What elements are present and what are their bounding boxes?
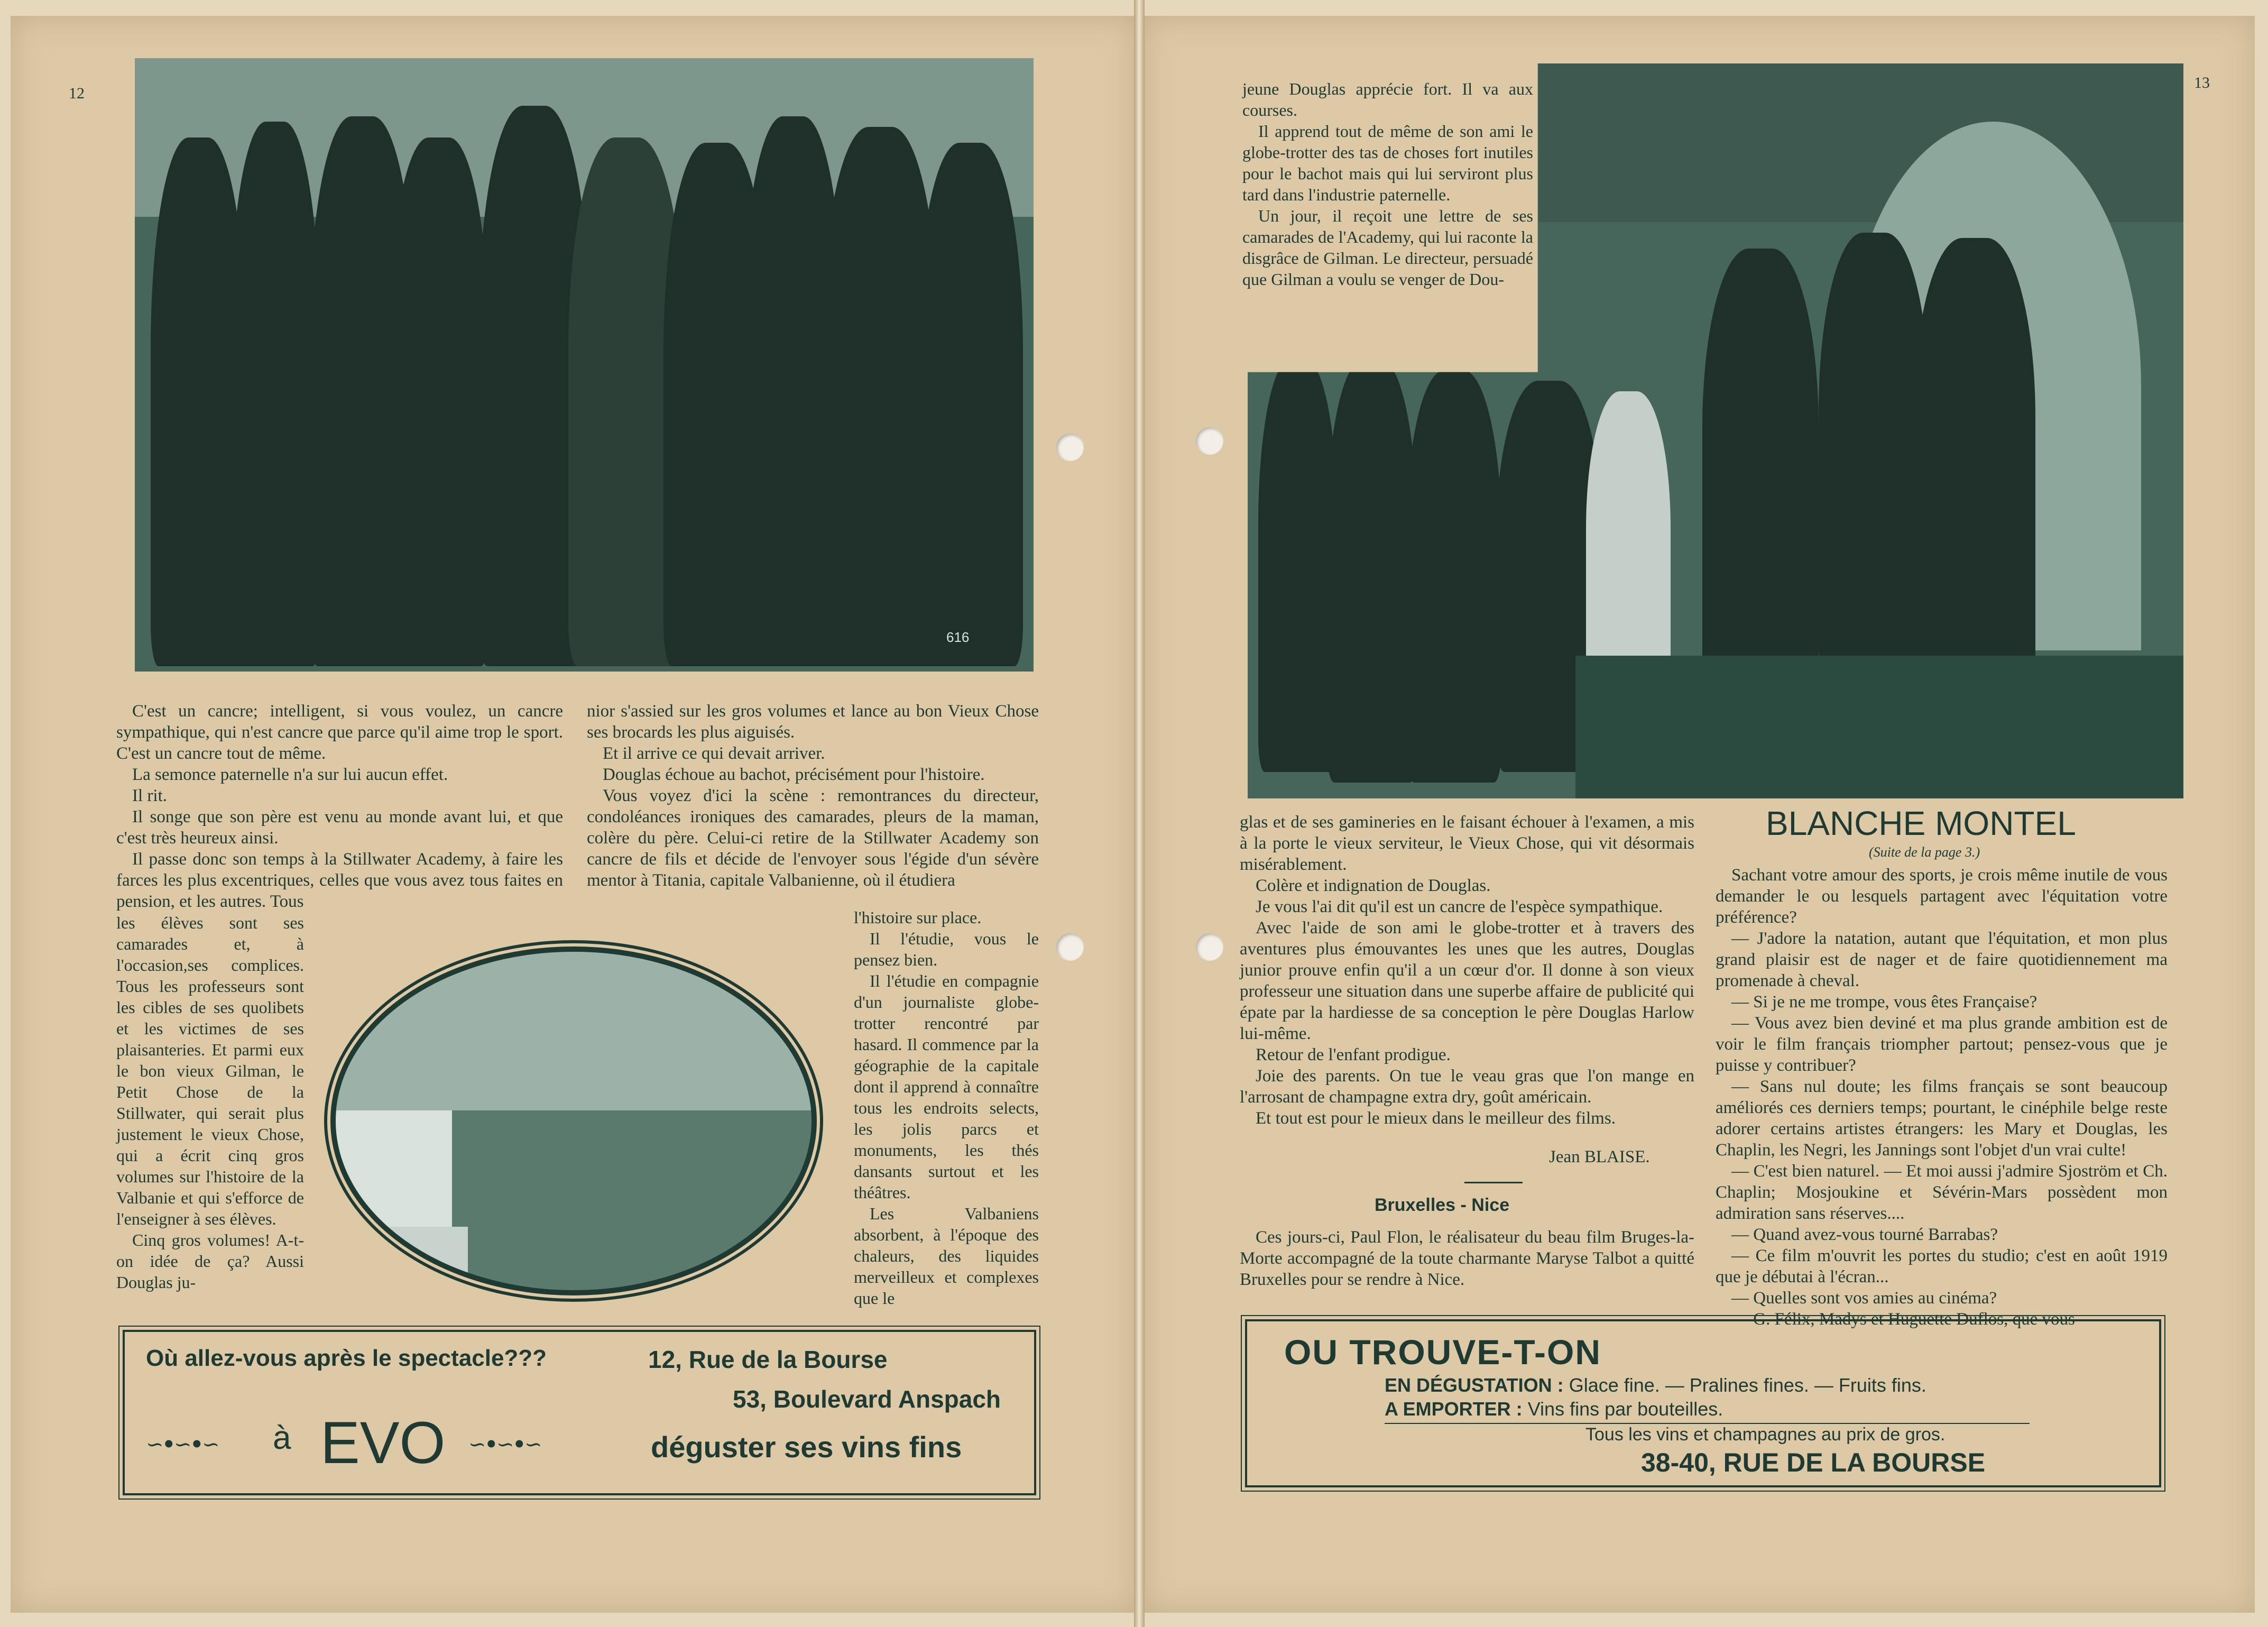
left-column-1-narrow: [116, 912, 304, 1293]
ad-address-1: 12, Rue de la Bourse: [648, 1346, 888, 1373]
paragraph: Et tout est pour le mieux dans le meilleur des films.: [1256, 1109, 1616, 1128]
paragraph: nior s'assied sur les gros volumes et lance au bon Vieux Chose ses brocards les plus aiguisés.: [587, 702, 1039, 742]
paragraph: — Ce film m'ouvrit les portes du studio; c'est en août 1919 que je débutai à l'écran...: [1716, 1246, 2168, 1286]
advertisement-ou-trouve-t-on: [1245, 1319, 2161, 1487]
paragraph: jeune Douglas apprécie fort. Il va aux courses.: [1242, 79, 1533, 120]
punch-hole-right-bottom: [1196, 933, 1223, 961]
ad-title: OU TROUVE-T-ON: [1284, 1332, 1601, 1372]
ad-line-3: Tous les vins et champagnes au prix de gros.: [1585, 1424, 1946, 1445]
paragraph: — Sans nul doute; les films français se sont beaucoup améliorés ces derniers temps; pourtant, le cinéphile belge reste adorer certains artistes étrangers: les Mary et Douglas, les Chaplin, les Negri, les Jannings sont l'objet d'un vrai culte!: [1716, 1077, 2168, 1160]
ad-rule: [1385, 1423, 2030, 1424]
paragraph: — Vous avez bien deviné et ma plus grande ambition est de voir le film français triompher partout; pensez-vous que je puisse y contribuer?: [1716, 1014, 2168, 1075]
paragraph: Ces jours-ci, Paul Flon, le réalisateur du beau film Bruges-la-Morte accompagné de la toute charmante Maryse Talbot a quitté Bruxelles pour se rendre à Nice.: [1240, 1228, 1694, 1289]
ad-question: Où allez-vous après le spectacle???: [146, 1345, 547, 1371]
page-number-left: 12: [69, 85, 85, 102]
paragraph: Il l'étudie, vous le pensez bien.: [854, 929, 1039, 969]
ad-brand-prefix: à: [273, 1420, 291, 1456]
paragraph: Il rit.: [132, 786, 167, 805]
page-number-right: 13: [2194, 74, 2210, 91]
paragraph: Colère et indignation de Douglas.: [1256, 876, 1491, 895]
paragraph: — G. Félix, Madys et Huguette Duflos, que vous: [1731, 1310, 2075, 1329]
paragraph: Les Valbaniens absorbent, à l'époque des chaleurs, des liquides merveilleux et complexes que le: [854, 1204, 1039, 1308]
right-column-left: [1240, 812, 1694, 1129]
paragraph: Sachant votre amour des sports, je crois même inutile de vous demander le ou lesquels partagent avec l'équitation votre préférence?: [1716, 866, 2168, 927]
left-column-1: [116, 701, 563, 912]
right-column-top: [1242, 78, 1533, 290]
interview-subtitle: (Suite de la page 3.): [1869, 844, 1980, 860]
binding-gutter: [1134, 0, 1145, 1627]
paragraph: Il songe que son père est venu au monde avant lui, et que c'est très heureux ainsi.: [116, 807, 563, 848]
ad-brand-evo: EVO: [320, 1410, 446, 1476]
photo-number-label: 616: [946, 629, 970, 645]
paragraph: Et il arrive ce qui devait arriver.: [603, 744, 825, 763]
interview-column: [1716, 865, 2168, 1330]
paragraph: glas et de ses gamineries en le faisant échouer à l'examen, a mis à la porte le vieux serviteur, le Vieux Chose, qui vit désormais misérablement.: [1240, 813, 1694, 874]
paragraph: l'histoire sur place.: [854, 908, 982, 927]
paragraph: Un jour, il reçoit une lettre de ses camarades de l'Academy, qui lui raconte la disgrâce de Gilman. Le directeur, persuadé que Gilman a voulu se venger de Dou-: [1242, 206, 1533, 289]
paragraph: Retour de l'enfant prodigue.: [1256, 1045, 1451, 1064]
ad-slogan: déguster ses vins fins: [651, 1430, 962, 1464]
paragraph: Je vous l'ai dit qu'il est un cancre de l'espèce sympathique.: [1256, 897, 1663, 916]
punch-hole-left-top: [1056, 434, 1084, 461]
paragraph: — C'est bien naturel. — Et moi aussi j'admire Sjoström et Ch. Chaplin; Mosjoukine et Sévérin-Mars possèdent mon admiration sans réserves....: [1716, 1162, 2168, 1223]
paragraph: Il passe donc son temps à la Stillwater Academy, à faire les farces les plus excentriques, celles que vous avez tous faites en pension, et les autres. Tous: [116, 850, 563, 911]
paragraph: Vous voyez d'ici la scène : remontrances du directeur, condoléances ironiques des camarades, pleurs de la maman, colère du père. Celui-ci retire de la Stillwater Academy son cancre de fils et décide de l'envoyer sous l'égide d'un sévère mentor à Titania, capitale Valbanienne, où il étudiera: [587, 786, 1039, 890]
separator-rule: [1464, 1182, 1523, 1183]
flourish-left: ∽ꔷ∽ꔷ∽: [146, 1432, 220, 1457]
paragraph: C'est un cancre; intelligent, si vous voulez, un cancre sympathique, qui n'est cancre que parce qu'il aime trop le sport. C'est un cancre tout de même.: [116, 702, 563, 763]
paragraph: — Si je ne me trompe, vous êtes Française?: [1731, 992, 2037, 1012]
ad-line-2-label: A EMPORTER :: [1385, 1398, 1523, 1420]
ad-line-1-label: EN DÉGUSTATION :: [1385, 1374, 1564, 1396]
advertisement-evo: [123, 1330, 1036, 1495]
paragraph: — J'adore la natation, autant que l'équitation, et mon plus grand plaisir est de nager et de faire quotidiennement ma promenade à cheval.: [1716, 929, 2168, 990]
oval-photo-handshake: [330, 946, 817, 1295]
punch-hole-left-bottom: [1056, 933, 1084, 961]
ad-address-2: 53, Boulevard Anspach: [733, 1385, 1001, 1413]
paragraph: Joie des parents. On tue le veau gras que l'on mange en l'arrosant de champagne extra dry, goût américain.: [1240, 1067, 1694, 1107]
ad-line-1-text: Glace fine. — Pralines fines. — Fruits fins.: [1569, 1374, 1926, 1396]
bruxelles-nice-text: [1240, 1227, 1694, 1290]
group-photo-students: [135, 58, 1034, 672]
left-column-2-narrow: [854, 907, 1039, 1309]
paragraph: La semonce paternelle n'a sur lui aucun effet.: [132, 765, 448, 784]
left-column-2: [587, 701, 1039, 891]
flourish-right: ∽ꔷ∽ꔷ∽: [468, 1432, 542, 1457]
paragraph: Douglas échoue au bachot, précisément pour l'histoire.: [603, 765, 985, 784]
ad-line-2: [1385, 1398, 1723, 1420]
paragraph: Cinq gros volumes! A-t-on idée de ça? Aussi Douglas ju-: [116, 1230, 304, 1292]
ad-line-2-text: Vins fins par bouteilles.: [1527, 1398, 1723, 1420]
ad-address: 38-40, RUE DE LA BOURSE: [1641, 1448, 1986, 1477]
paragraph: — Quelles sont vos amies au cinéma?: [1731, 1289, 1997, 1308]
ad-line-1: [1385, 1374, 1926, 1396]
paragraph: Il l'étudie en compagnie d'un journaliste globe-trotter rencontré par hasard. Il commence par la géographie de la capitale dont il apprend à connaître tous les endroits selects, les jolis parcs et monuments, les thés dansants surtout et les théâtres.: [854, 971, 1039, 1202]
paragraph: Avec l'aide de son ami le globe-trotter et à travers des aventures plus émouvantes les unes que les autres, Douglas junior prouve enfin qu'il a un cœur d'or. Il donne à son vieux professeur une situation dans une superbe affaire de publicité qui épate par la hardiesse de sa conception le père Douglas Harlow lui-même.: [1240, 918, 1694, 1043]
paragraph: — Quand avez-vous tourné Barrabas?: [1731, 1225, 1998, 1244]
punch-hole-right-top: [1196, 427, 1223, 455]
interview-title: BLANCHE MONTEL: [1766, 804, 2076, 842]
paragraph: Il apprend tout de même de son ami le globe-trotter des tas de choses fort inutiles pour le bachot mais qui lui serviront plus tard dans l'industrie paternelle.: [1242, 122, 1533, 204]
article-signature: Jean BLAISE.: [1549, 1147, 1650, 1166]
bruxelles-nice-heading: Bruxelles - Nice: [1375, 1195, 1510, 1215]
paragraph: les élèves sont ses camarades et, à l'occasion,ses complices. Tous les professeurs sont les cibles de ses quolibets et les victimes de ses plaisanteries. Et parmi eux le bon vieux Gilman, le Petit Chose de la Stillwater, qui serait plus justement le vieux Chose, qui a écrit cinq gros volumes sur l'histoire de la Valbanie et qui s'efforce de l'enseigner à ses élèves.: [116, 913, 304, 1228]
